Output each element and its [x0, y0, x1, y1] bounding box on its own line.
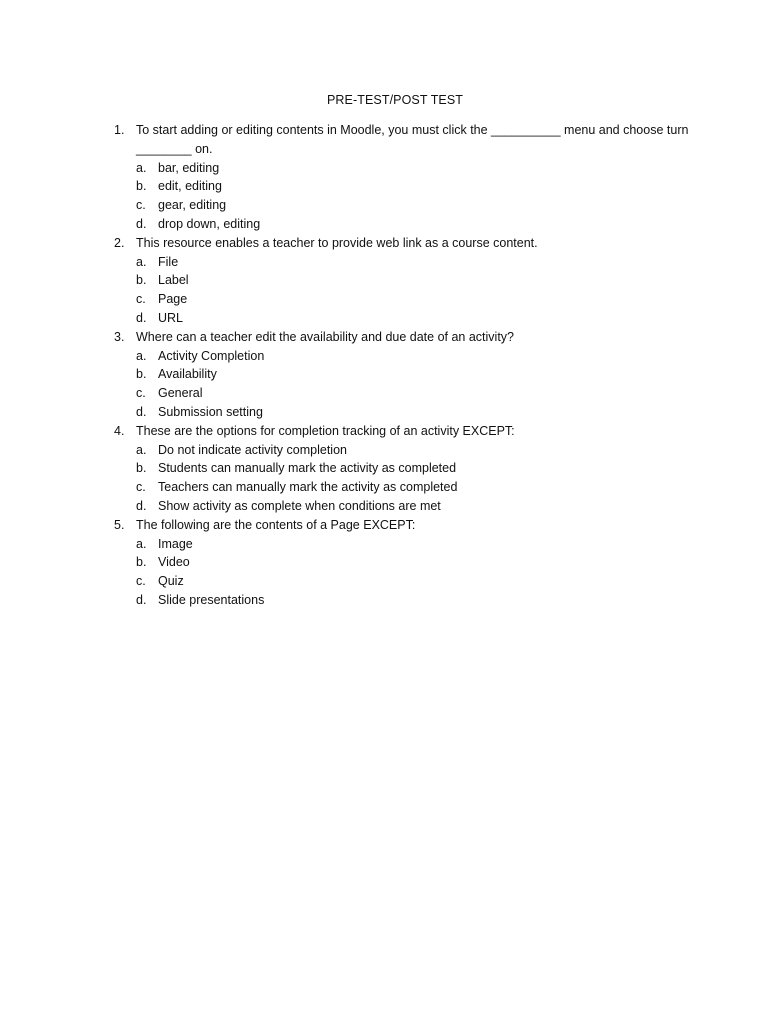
option-letter: b. — [136, 367, 147, 382]
option-item — [114, 309, 694, 328]
option-list — [114, 253, 694, 328]
question-1 — [114, 121, 694, 234]
option-text: Label — [158, 273, 189, 288]
option-letter: a. — [136, 536, 147, 551]
option-text: Quiz — [158, 574, 184, 589]
question-text: This resource enables a teacher to provide web link as a course content. — [136, 235, 538, 250]
question-number: 5. — [114, 517, 125, 532]
question-number: 1. — [114, 123, 125, 137]
option-text: Video — [158, 555, 190, 570]
option-letter: d. — [136, 216, 147, 231]
option-list — [114, 159, 694, 234]
option-text: bar, editing — [158, 160, 220, 175]
option-letter: c. — [136, 386, 146, 401]
option-item — [114, 553, 694, 572]
option-letter: d. — [136, 498, 147, 513]
option-text: URL — [158, 310, 184, 325]
option-text: Teachers can manually mark the activity as completed — [158, 480, 458, 495]
option-letter: b. — [136, 555, 147, 570]
option-text: Availability — [158, 367, 217, 382]
option-letter: c. — [136, 292, 146, 307]
option-item — [114, 572, 694, 591]
option-list — [114, 535, 694, 610]
option-item — [114, 591, 694, 610]
option-text: Do not indicate activity completion — [158, 442, 347, 457]
option-letter: a. — [136, 160, 147, 175]
question-number: 3. — [114, 329, 125, 344]
option-item — [114, 215, 694, 234]
option-text: File — [158, 254, 179, 269]
option-letter: d. — [136, 404, 147, 419]
option-letter: c. — [136, 574, 146, 589]
question-4 — [114, 422, 694, 516]
option-letter: a. — [136, 348, 147, 363]
option-text: Submission setting — [158, 404, 263, 419]
question-text: Where can a teacher edit the availability and due date of an activity? — [136, 329, 515, 344]
option-item — [114, 459, 694, 478]
question-text: The following are the contents of a Page EXCEPT: — [136, 517, 416, 532]
option-item — [114, 535, 694, 554]
option-item — [114, 159, 694, 178]
option-item — [114, 384, 694, 403]
option-text: Students can manually mark the activity as completed — [158, 461, 457, 476]
option-text: Image — [158, 536, 193, 551]
question-number: 4. — [114, 423, 125, 438]
option-text: Page — [158, 292, 188, 307]
option-item — [114, 497, 694, 516]
page-title: PRE-TEST/POST TEST — [326, 93, 464, 107]
option-list — [114, 347, 694, 422]
option-text: General — [158, 386, 203, 401]
option-item — [114, 441, 694, 460]
option-letter: a. — [136, 254, 147, 269]
option-text: Slide presentations — [158, 592, 265, 607]
option-item — [114, 347, 694, 366]
option-letter: a. — [136, 442, 147, 457]
option-item — [114, 196, 694, 215]
option-letter: d. — [136, 310, 147, 325]
option-item — [114, 365, 694, 384]
option-text: Activity Completion — [158, 348, 265, 363]
question-2 — [114, 234, 694, 328]
question-number: 2. — [114, 235, 125, 250]
option-letter: b. — [136, 273, 147, 288]
question-text: To start adding or editing contents in Moodle, you must click the __________ menu and choose turn ________ on. — [136, 123, 689, 156]
option-letter: d. — [136, 592, 147, 607]
question-list — [114, 121, 694, 610]
option-letter: b. — [136, 461, 147, 476]
option-item — [114, 253, 694, 272]
option-text: Show activity as complete when conditions are met — [158, 498, 441, 513]
question-3 — [114, 328, 694, 422]
option-text: edit, editing — [158, 179, 222, 194]
option-letter: b. — [136, 179, 147, 194]
option-item — [114, 478, 694, 497]
option-text: drop down, editing — [158, 216, 261, 231]
option-item — [114, 177, 694, 196]
option-letter: c. — [136, 480, 146, 495]
option-item — [114, 271, 694, 290]
option-item — [114, 403, 694, 422]
question-5 — [114, 516, 694, 610]
option-list — [114, 441, 694, 516]
option-text: gear, editing — [158, 198, 227, 213]
question-text: These are the options for completion tracking of an activity EXCEPT: — [136, 423, 515, 438]
option-letter: c. — [136, 198, 146, 213]
option-item — [114, 290, 694, 309]
